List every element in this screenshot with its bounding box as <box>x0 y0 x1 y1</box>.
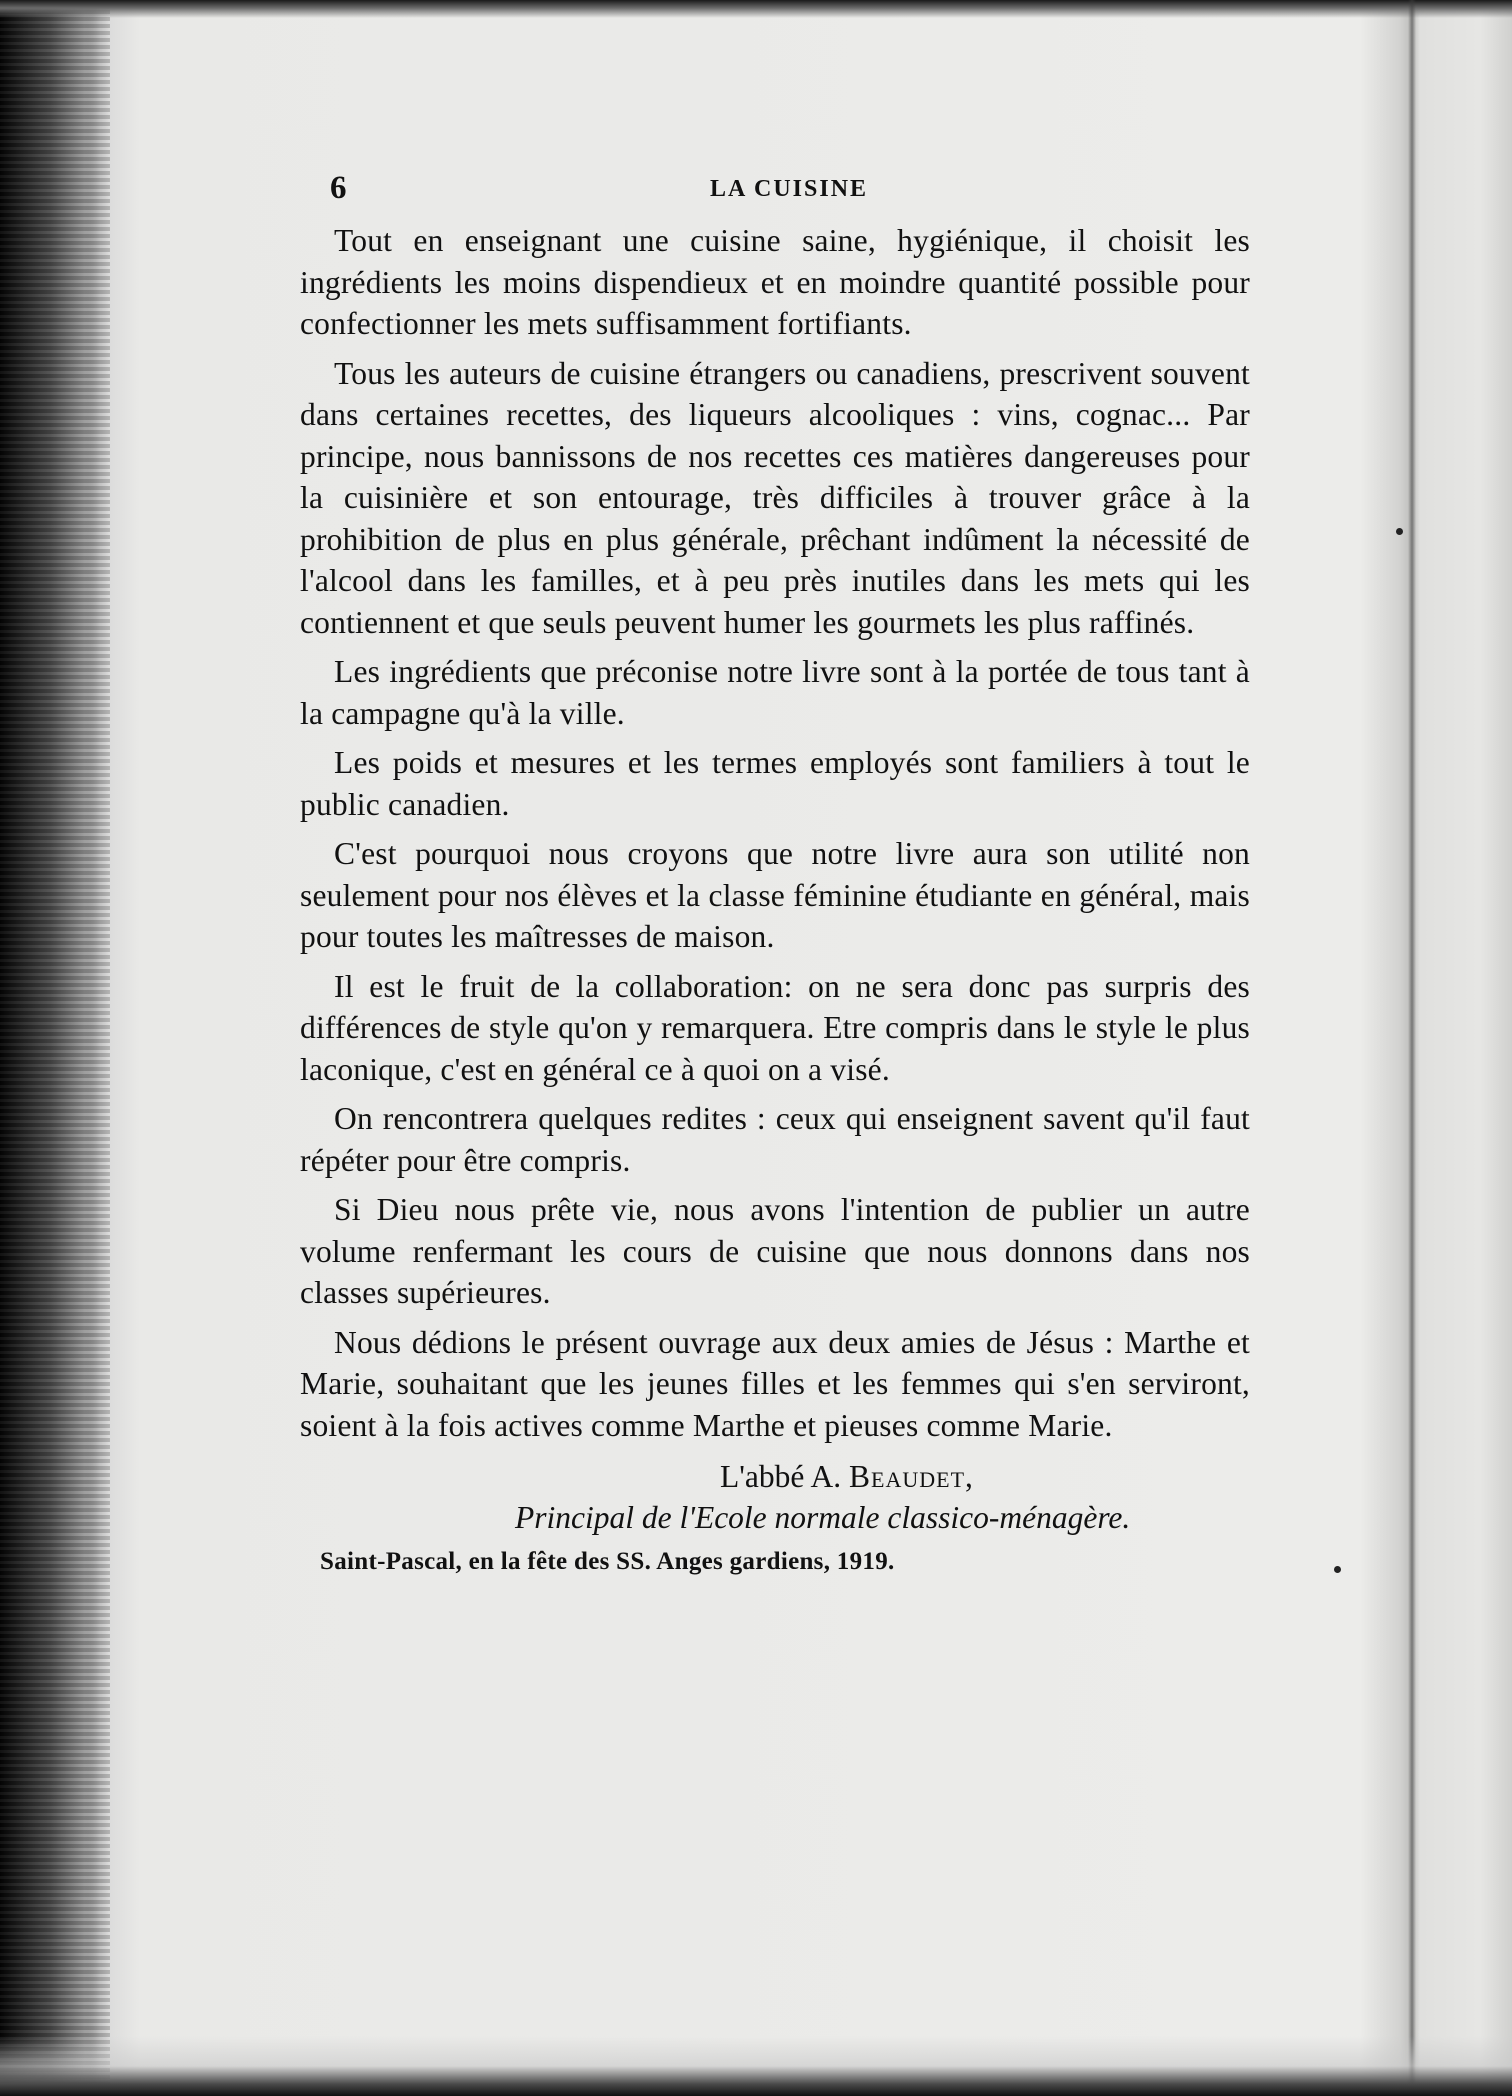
paragraph: Les poids et mesures et les termes employés sont familiers à tout le public canadien. <box>300 745 1250 822</box>
page-gutter-fold <box>1408 0 1416 2096</box>
author-name <box>300 1456 1250 1497</box>
page-content <box>300 160 1250 1576</box>
paragraph: Tout en enseignant une cuisine saine, hygiénique, il choisit les ingrédients les moins dispendieux et en moindre quantité possible pour confectionner les mets suffisamment fortifiants. <box>300 223 1250 341</box>
running-title: LA CUISINE <box>710 176 869 202</box>
paragraph: C'est pourquoi nous croyons que notre livre aura son utilité non seulement pour nos élèves et la classe féminine étudiante en général, mais pour toutes les maîtresses de maison. <box>300 836 1250 954</box>
top-page-edge <box>0 0 1512 18</box>
book-spine-edge <box>0 0 110 2096</box>
author-surname: Beaudet, <box>849 1459 974 1494</box>
paragraph: Si Dieu nous prête vie, nous avons l'intention de publier un autre volume renfermant les cours de cuisine que nous donnons dans nos classes supérieures. <box>300 1192 1250 1310</box>
scan-speck <box>1396 528 1403 535</box>
scan-speck <box>1334 1566 1341 1573</box>
author-name-prefix: L'abbé A. <box>720 1459 850 1494</box>
dateline: Saint-Pascal, en la fête des SS. Anges gardiens, 1919. <box>320 1548 895 1575</box>
paragraph: Les ingrédients que préconise notre livre sont à la portée de tous tant à la campagne qu'à la ville. <box>300 654 1250 731</box>
paragraph: Tous les auteurs de cuisine étrangers ou canadiens, prescrivent souvent dans certaines recettes, des liqueurs alcooliques : vins, cognac... Par principe, nous bannissons de nos recettes ces matières dangereuses pour la cuisinière et son entourage, très difficiles à trouver grâce à la prohibition de plus en plus générale, prêchant indûment la nécessité de l'alcool dans les familles, et à peu près inutiles dans les mets qui les contiennent et que seuls peuvent humer les gourmets les plus raffinés. <box>300 355 1250 640</box>
signature-block <box>300 1456 1250 1538</box>
paragraph: On rencontrera quelques redites : ceux qui enseignent savent qu'il faut répéter pour être compris. <box>300 1101 1250 1178</box>
body-text <box>300 220 1250 1446</box>
paragraph: Nous dédions le présent ouvrage aux deux amies de Jésus : Marthe et Marie, souhaitant que les jeunes filles et les femmes qui s'en serviront, soient à la fois actives comme Marthe et pieuses comme Marie. <box>300 1324 1250 1443</box>
paragraph: Il est le fruit de la collaboration: on ne sera donc pas surpris des différences de style qu'on y remarquera. Etre compris dans le style le plus laconique, c'est en général ce à quoi on a visé. <box>300 968 1250 1087</box>
page-number: 6 <box>330 170 347 206</box>
bottom-page-edge <box>0 2036 1512 2096</box>
running-header <box>300 160 1250 220</box>
author-title: Principal de l'Ecole normale classico-ménagère. <box>515 1500 1131 1535</box>
